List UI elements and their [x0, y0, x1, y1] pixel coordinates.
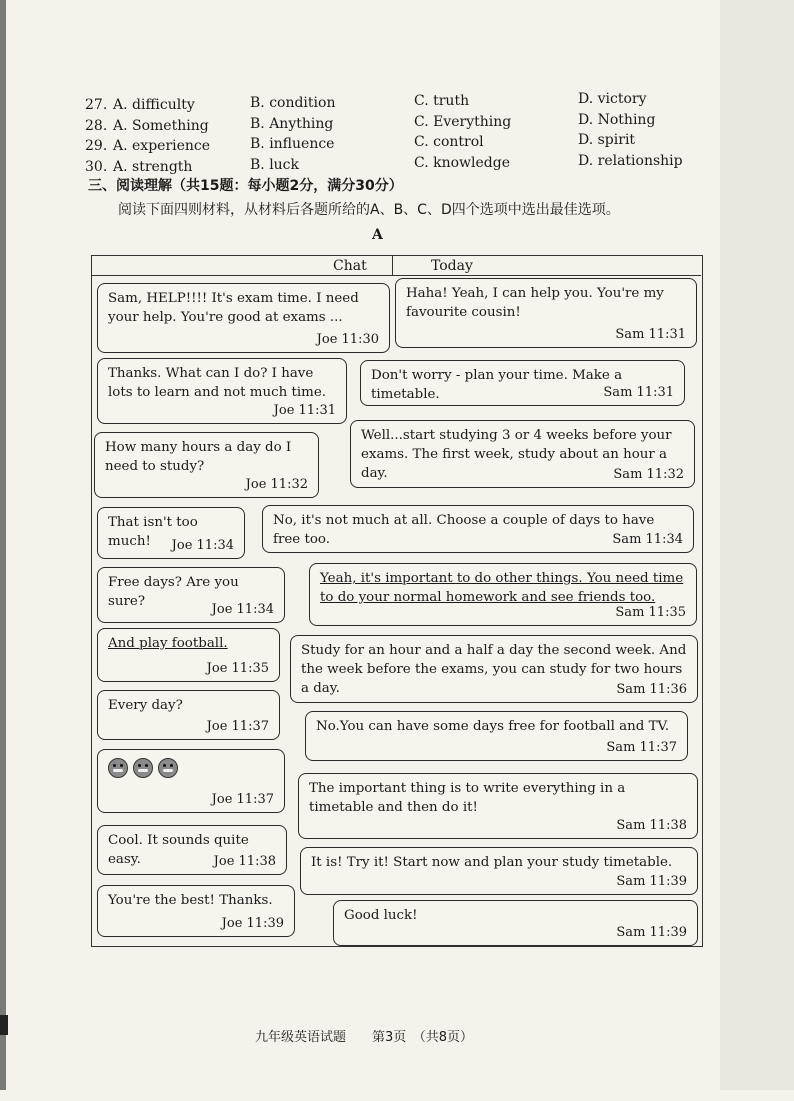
- section-title: 三、阅读理解（共15题：每小题2分，满分30分）: [88, 178, 403, 194]
- option-a: A. Something: [113, 118, 209, 134]
- option-d: D. relationship: [578, 153, 683, 169]
- chat-header-separator: [392, 255, 393, 275]
- message-text: And play football.: [108, 636, 228, 651]
- chat-bubble-joe: [97, 567, 285, 623]
- option-c: C. truth: [414, 93, 470, 109]
- chat-bubble-sam: [333, 900, 698, 946]
- message-text: Every day?: [108, 698, 183, 713]
- message-timestamp: Sam 11:36: [616, 682, 687, 697]
- message-text: No, it's not much at all. Choose a couple of days to have free too.: [273, 513, 655, 547]
- instructions: 阅读下面四则材料，从材料后各题所给的A、B、C、D四个选项中选出最佳选项。: [118, 202, 620, 218]
- message-timestamp: Joe 11:32: [245, 477, 308, 492]
- option-c: C. Everything: [414, 114, 512, 130]
- message-timestamp: Sam 11:39: [616, 874, 687, 889]
- message-timestamp: Joe 11:31: [273, 403, 336, 418]
- chat-bubble-joe: [97, 507, 245, 559]
- chat-header-left: Chat: [333, 258, 367, 274]
- message-text: Free days? Are you sure?: [108, 575, 239, 609]
- chat-bubble-sam: [262, 505, 694, 553]
- option-a: A. difficulty: [113, 97, 195, 113]
- chat-bubble-sam: [298, 773, 698, 839]
- grinning-face-icon: [158, 758, 178, 778]
- chat-bubble-joe: [97, 749, 285, 813]
- grinning-face-icon: [108, 758, 128, 778]
- message-timestamp: Sam 11:35: [615, 605, 686, 620]
- chat-header-divider: [91, 275, 701, 276]
- message-text: Well...start studying 3 or 4 weeks before your exams. The first week, study about an hour a day.: [361, 428, 672, 481]
- chat-bubble-sam: [350, 420, 695, 488]
- chat-bubble-joe: [97, 628, 280, 682]
- option-c: C. knowledge: [414, 155, 510, 171]
- chat-bubble-joe: [97, 358, 347, 424]
- question-number: 29.: [85, 138, 108, 154]
- question-number: 30.: [85, 159, 108, 175]
- message-timestamp: Sam 11:39: [616, 925, 687, 940]
- option-d: D. spirit: [578, 132, 636, 148]
- option-b: B. influence: [250, 136, 335, 152]
- emoji-row: [108, 755, 274, 781]
- binding-mark: [0, 1015, 8, 1035]
- passage-label: A: [372, 227, 383, 243]
- message-timestamp: Joe 11:37: [211, 792, 274, 807]
- grinning-face-icon: [133, 758, 153, 778]
- message-text: Study for an hour and a half a day the second week. And the week before the exams, you can study for two hours a day.: [301, 643, 687, 696]
- message-text: Don't worry - plan your time. Make a timetable.: [371, 368, 623, 402]
- message-text: How many hours a day do I need to study?: [105, 440, 292, 474]
- option-a: A. strength: [113, 159, 193, 175]
- message-timestamp: Joe 11:37: [206, 719, 269, 734]
- chat-bubble-joe: [97, 283, 390, 353]
- chat-header-right: Today: [431, 258, 473, 274]
- chat-bubble-sam: [305, 711, 688, 761]
- message-timestamp: Sam 11:34: [612, 532, 683, 547]
- message-text: Yeah, it's important to do other things. You need time to do your normal homework and see friends too.: [320, 571, 684, 605]
- message-text: The important thing is to write everything in a timetable and then do it!: [309, 781, 626, 815]
- option-b: B. condition: [250, 95, 336, 111]
- chat-bubble-sam: [300, 847, 698, 895]
- chat-bubble-sam: [309, 563, 697, 626]
- page-margin: [720, 0, 794, 1101]
- message-timestamp: Joe 11:30: [316, 332, 379, 347]
- bottom-margin: [0, 1090, 794, 1101]
- message-text: It is! Try it! Start now and plan your study timetable.: [311, 855, 673, 870]
- message-text: Good luck!: [344, 908, 418, 923]
- chat-bubble-sam: [360, 360, 685, 406]
- message-timestamp: Joe 11:34: [211, 602, 274, 617]
- chat-bubble-joe: [97, 690, 280, 740]
- page-footer: 九年级英语试题 第3页 （共8页）: [255, 1030, 474, 1045]
- chat-bubble-joe: [97, 825, 287, 875]
- message-text: You're the best! Thanks.: [108, 893, 273, 908]
- message-timestamp: Joe 11:38: [213, 854, 276, 869]
- option-b: B. luck: [250, 157, 300, 173]
- message-timestamp: Sam 11:31: [603, 385, 674, 400]
- chat-bubble-sam: [290, 635, 698, 703]
- option-a: A. experience: [113, 138, 211, 154]
- chat-bubble-joe: [97, 885, 295, 937]
- message-timestamp: Sam 11:31: [615, 327, 686, 342]
- question-number: 28.: [85, 118, 108, 134]
- question-number: 27.: [85, 97, 108, 113]
- chat-bubble-sam: [395, 278, 697, 348]
- message-timestamp: Sam 11:37: [606, 740, 677, 755]
- message-timestamp: Joe 11:35: [206, 661, 269, 676]
- message-text: Haha! Yeah, I can help you. You're my favourite cousin!: [406, 286, 664, 320]
- option-b: B. Anything: [250, 116, 334, 132]
- option-c: C. control: [414, 134, 484, 150]
- message-text: No.You can have some days free for football and TV.: [316, 719, 670, 734]
- option-d: D. Nothing: [578, 112, 656, 128]
- option-d: D. victory: [578, 91, 647, 107]
- message-timestamp: Joe 11:34: [171, 538, 234, 553]
- message-timestamp: Sam 11:38: [616, 818, 687, 833]
- message-timestamp: Sam 11:32: [613, 467, 684, 482]
- message-text: Thanks. What can I do? I have lots to learn and not much time.: [108, 366, 327, 400]
- message-timestamp: Joe 11:39: [221, 916, 284, 931]
- message-text: Cool. It sounds quite easy.: [108, 833, 249, 867]
- message-text: That isn't too much!: [108, 515, 198, 549]
- message-text: Sam, HELP!!!! It's exam time. I need your help. You're good at exams ...: [108, 291, 359, 325]
- chat-bubble-joe: [94, 432, 319, 498]
